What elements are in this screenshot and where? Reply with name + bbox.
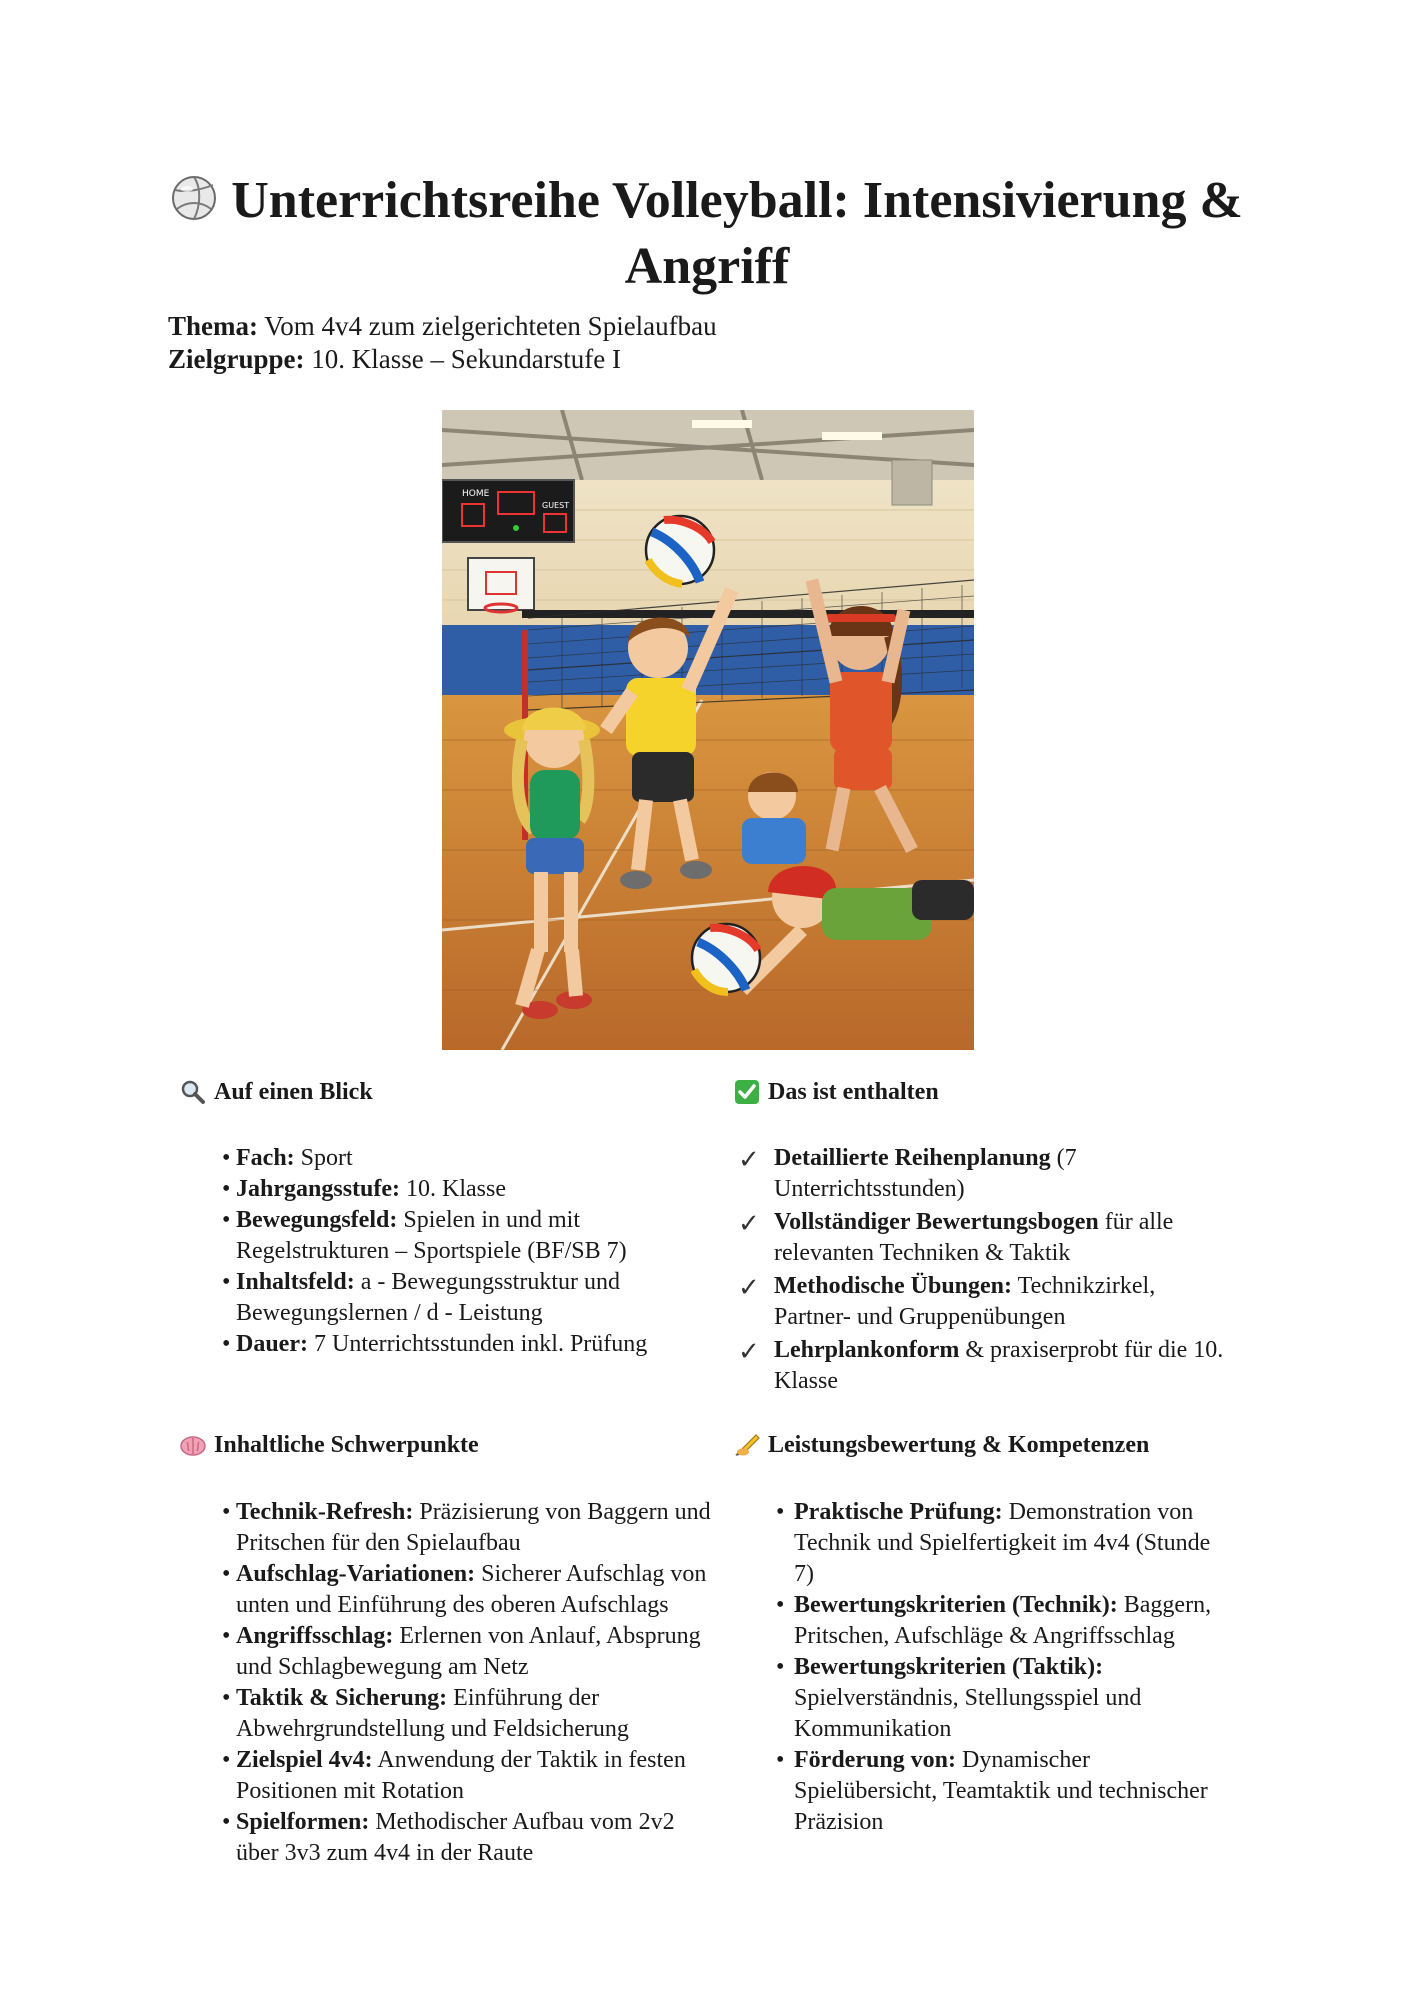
check-box-icon [734,1079,760,1105]
assessment-list [776,1497,1236,1838]
list-item: • Dauer: 7 Unterrichtsstunden inkl. Prüfung [222,1329,692,1360]
list-item: • Bewertungskriterien (Taktik): Spielverständnis, Stellungsspiel und Kommunikation [776,1652,1236,1745]
page-title: Unterrichtsreihe Volleyball: Intensivierung & Angriff [170,168,1244,300]
list-item: • Aufschlag-Variationen: Sicherer Aufschlag von unten und Einführung des oberen Aufschlags [222,1559,722,1621]
list-item: • Zielspiel 4v4: Anwendung der Taktik in festen Positionen mit Rotation [222,1745,722,1807]
magnifier-icon [180,1079,206,1105]
checkmark-icon: ✓ [738,1209,760,1239]
writing-hand-icon [734,1432,760,1458]
checkmark-icon: ✓ [738,1145,760,1175]
list-item: • Technik-Refresh: Präzisierung von Baggern und Pritschen für den Spielaufbau [222,1497,722,1559]
brain-icon [180,1432,206,1458]
list-item: • Jahrgangsstufe: 10. Klasse [222,1174,692,1205]
list-item: ✓ Lehrplankonform & praxiserprobt für die 10. Klasse [738,1337,1224,1394]
meta-zielgruppe: Zielgruppe: 10. Klasse – Sekundarstufe I [168,344,621,374]
list-item: • Praktische Prüfung: Demonstration von Technik und Spielfertigkeit im 4v4 (Stunde 7) [776,1497,1236,1590]
overview-list [222,1143,692,1360]
volleyball-icon [171,175,217,221]
hero-illustration [442,410,974,1050]
list-item: ✓ Vollständiger Bewertungsbogen für alle relevanten Techniken & Taktik [738,1209,1174,1266]
list-item: • Taktik & Sicherung: Einführung der Abwehrgrundstellung und Feldsicherung [222,1683,722,1745]
svg-text:HOME: HOME [462,489,490,499]
checkmark-icon: ✓ [738,1273,760,1303]
list-item: • Angriffsschlag: Erlernen von Anlauf, Absprung und Schlagbewegung am Netz [222,1621,722,1683]
contents-list [734,1143,1234,1399]
list-item: • Inhaltsfeld: a - Bewegungsstruktur und Bewegungslernen / d - Leistung [222,1267,692,1329]
focus-heading: Inhaltliche Schwerpunkte [180,1430,479,1460]
assessment-heading: Leistungsbewertung & Kompetenzen [734,1430,1149,1460]
overview-heading: Auf einen Blick [180,1077,373,1107]
focus-list [222,1497,722,1869]
list-item: • Spielformen: Methodischer Aufbau vom 2v2 über 3v3 zum 4v4 in der Raute [222,1807,722,1869]
list-item: • Fach: Sport [222,1143,692,1174]
list-item: ✓ Detaillierte Reihenplanung (7 Unterrichtsstunden) [738,1145,1077,1202]
list-item: • Bewertungskriterien (Technik): Baggern, Pritschen, Aufschläge & Angriffsschlag [776,1590,1236,1652]
svg-text:GUEST: GUEST [542,501,570,510]
meta-block [168,310,717,376]
contents-heading: Das ist enthalten [734,1077,939,1107]
checkmark-icon: ✓ [738,1337,760,1367]
list-item: ✓ Methodische Übungen: Technikzirkel, Partner- und Gruppenübungen [738,1273,1156,1330]
meta-thema: Thema: Vom 4v4 zum zielgerichteten Spielaufbau [168,311,717,341]
list-item: • Bewegungsfeld: Spielen in und mit Regelstrukturen – Sportspiele (BF/SB 7) [222,1205,692,1267]
list-item: • Förderung von: Dynamischer Spielübersicht, Teamtaktik und technischer Präzision [776,1745,1236,1838]
